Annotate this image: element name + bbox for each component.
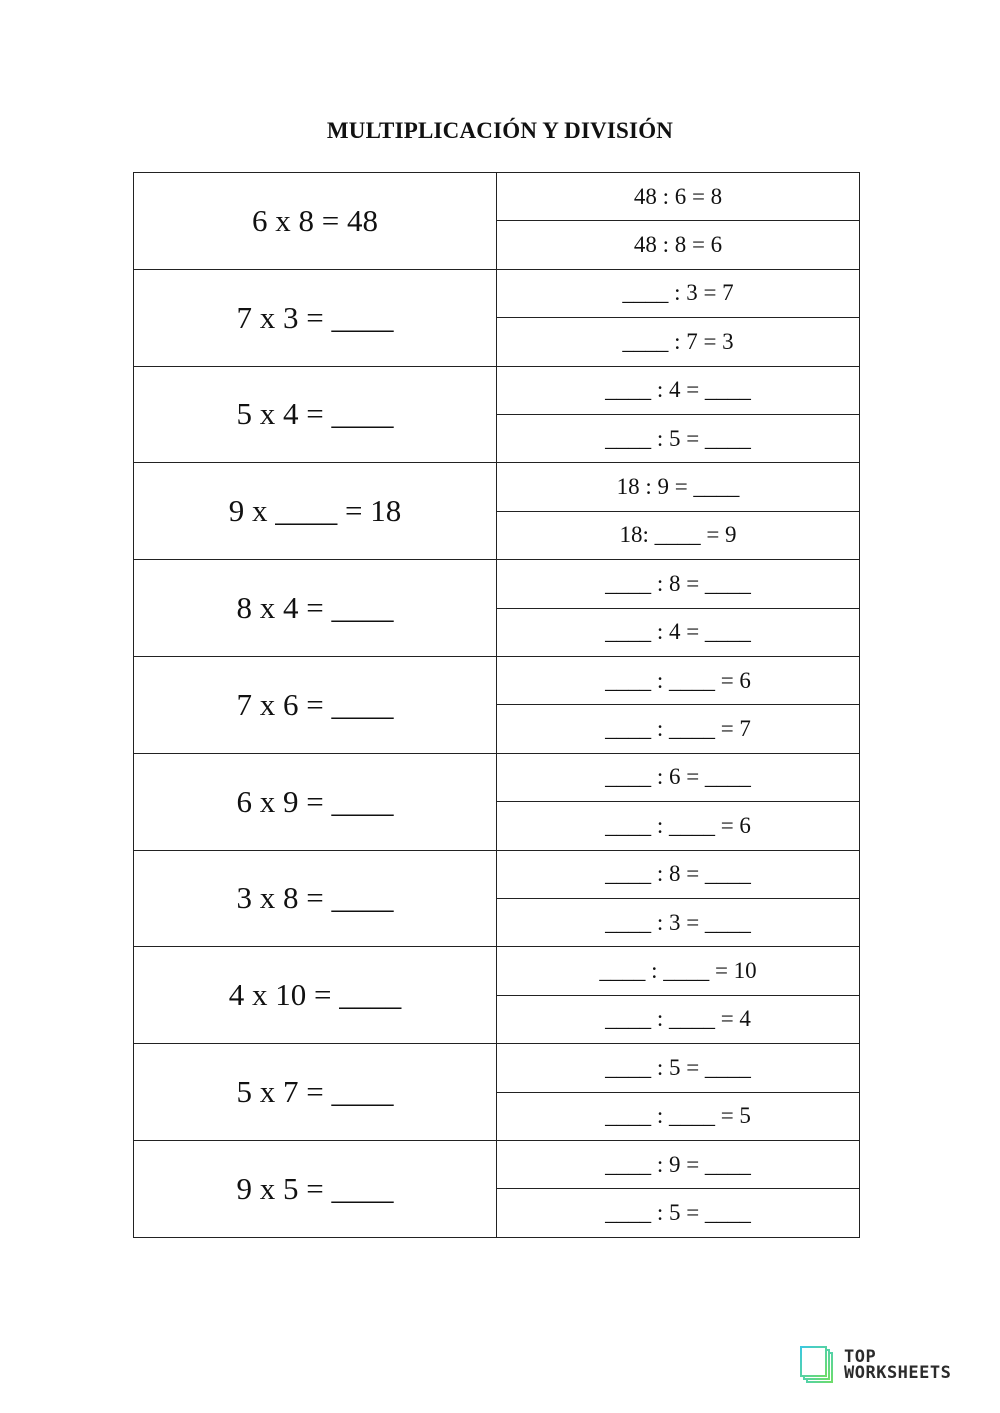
exercise-row bbox=[134, 1140, 860, 1188]
multiplication-cell[interactable]: 6 x 8 = 48 bbox=[134, 173, 497, 270]
exercise-table bbox=[133, 172, 860, 1238]
division-cell[interactable]: ____ : 6 = ____ bbox=[497, 753, 860, 801]
division-cell[interactable]: ____ : 4 = ____ bbox=[497, 608, 860, 656]
division-cell[interactable]: ____ : 8 = ____ bbox=[497, 850, 860, 898]
exercise-row bbox=[134, 656, 860, 704]
logo-line-1: TOP bbox=[844, 1347, 877, 1367]
exercise-row bbox=[134, 753, 860, 801]
division-cell[interactable]: ____ : 5 = ____ bbox=[497, 1044, 860, 1092]
multiplication-cell[interactable]: 9 x 5 = ____ bbox=[134, 1140, 497, 1237]
division-cell[interactable]: ____ : 5 = ____ bbox=[497, 1189, 860, 1237]
division-cell[interactable]: ____ : ____ = 10 bbox=[497, 947, 860, 995]
division-cell[interactable]: 18: ____ = 9 bbox=[497, 511, 860, 559]
division-cell[interactable]: ____ : 4 = ____ bbox=[497, 366, 860, 414]
exercise-row bbox=[134, 366, 860, 414]
division-cell[interactable]: ____ : ____ = 6 bbox=[497, 802, 860, 850]
division-cell[interactable]: ____ : 9 = ____ bbox=[497, 1140, 860, 1188]
multiplication-cell[interactable]: 4 x 10 = ____ bbox=[134, 947, 497, 1044]
multiplication-cell[interactable]: 6 x 9 = ____ bbox=[134, 753, 497, 850]
division-cell[interactable]: ____ : ____ = 5 bbox=[497, 1092, 860, 1140]
exercise-row bbox=[134, 560, 860, 608]
exercise-row bbox=[134, 1044, 860, 1092]
multiplication-cell[interactable]: 7 x 3 = ____ bbox=[134, 269, 497, 366]
division-cell[interactable]: ____ : 7 = 3 bbox=[497, 318, 860, 366]
division-cell[interactable]: 48 : 6 = 8 bbox=[497, 173, 860, 221]
multiplication-cell[interactable]: 5 x 7 = ____ bbox=[134, 1044, 497, 1141]
division-cell[interactable]: ____ : 5 = ____ bbox=[497, 414, 860, 462]
multiplication-cell[interactable]: 5 x 4 = ____ bbox=[134, 366, 497, 463]
division-cell[interactable]: ____ : ____ = 6 bbox=[497, 656, 860, 704]
division-cell[interactable]: 48 : 8 = 6 bbox=[497, 221, 860, 269]
multiplication-cell[interactable]: 8 x 4 = ____ bbox=[134, 560, 497, 657]
exercise-row bbox=[134, 269, 860, 317]
multiplication-cell[interactable]: 9 x ____ = 18 bbox=[134, 463, 497, 560]
division-cell[interactable]: ____ : ____ = 7 bbox=[497, 705, 860, 753]
division-cell[interactable]: ____ : ____ = 4 bbox=[497, 995, 860, 1043]
exercise-row bbox=[134, 463, 860, 511]
division-cell[interactable]: ____ : 8 = ____ bbox=[497, 560, 860, 608]
worksheet-title: MULTIPLICACIÓN Y DIVISIÓN bbox=[326, 118, 674, 143]
multiplication-cell[interactable]: 3 x 8 = ____ bbox=[134, 850, 497, 947]
multiplication-cell[interactable]: 7 x 6 = ____ bbox=[134, 656, 497, 753]
top-worksheets-logo bbox=[800, 1346, 951, 1384]
worksheets-stack-icon bbox=[800, 1346, 834, 1384]
exercise-row bbox=[134, 173, 860, 221]
exercise-row bbox=[134, 850, 860, 898]
logo-line-2: WORKSHEETS bbox=[844, 1363, 952, 1383]
division-cell[interactable]: ____ : 3 = 7 bbox=[497, 269, 860, 317]
division-cell[interactable]: ____ : 3 = ____ bbox=[497, 898, 860, 946]
exercise-row bbox=[134, 947, 860, 995]
division-cell[interactable]: 18 : 9 = ____ bbox=[497, 463, 860, 511]
